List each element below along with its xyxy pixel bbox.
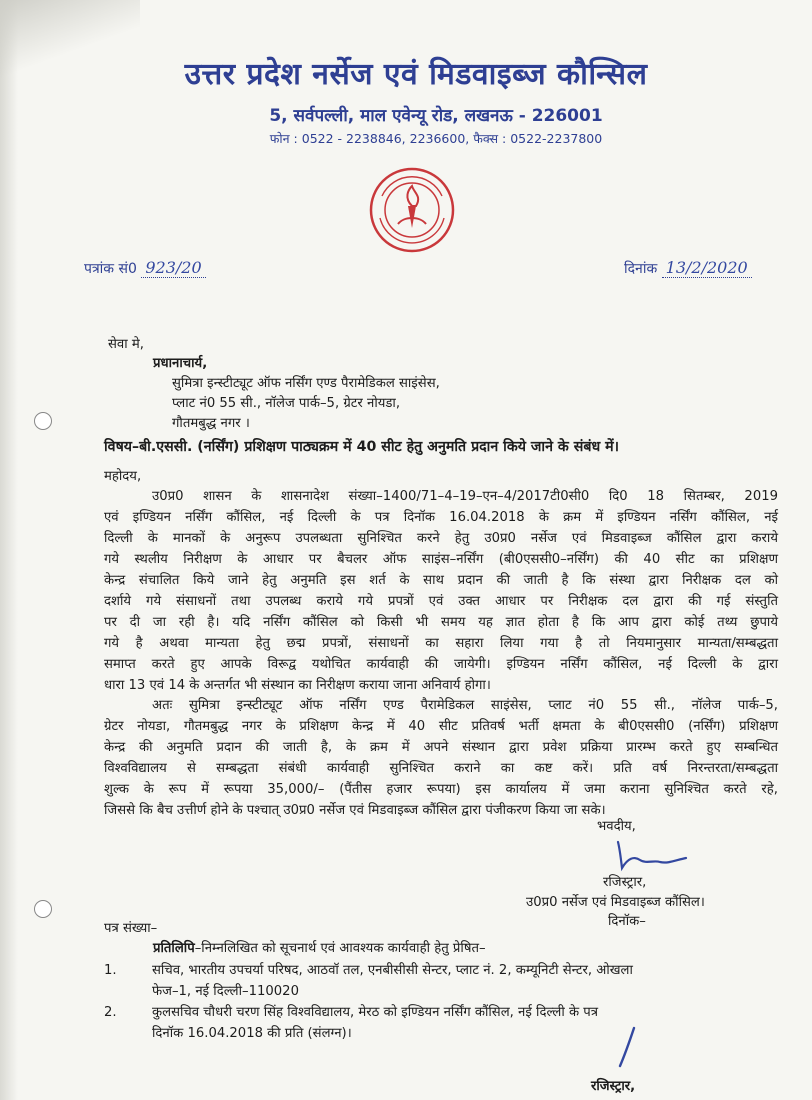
copy-item-1 [104,960,784,1002]
addressee-line3: गौतमबुद्ध नगर । [172,416,250,431]
punch-hole-top [34,412,52,430]
copy-item-line2: फेज–1, नई दिल्ली–110020 [152,984,299,999]
paragraph-line: ग्रेटर नोयडा, गौतमबुद्ध नगर के प्रशिक्षण केन्द्र में 40 सीट प्रतिवर्ष भर्ती क्षमता के बी0एससी0 (नर्सिंग) प्रशिक्षण [104,719,778,734]
paragraph-line: जिससे कि बैच उत्तीर्ण होने के पश्चात् उ0प्र0 नर्सेज एवं मिडवाइब्ज कौंसिल द्वारा पंजीकरण किया जा सके। [104,803,606,818]
paragraph-line: पर दी जा रही है। यदि नर्सिंग कौंसिल को किसी भी समय यह ज्ञात होता है कि आप द्वारा कोई तथ्य छुपाये [104,615,778,630]
copy-item-number: 1. [104,963,117,978]
signature-mark [612,838,692,872]
paragraph-line: एवं इण्डियन नर्सिंग कौंसिल, नई दिल्ली के पत्र दिनॉक 16.04.2018 के क्रम में इण्डियन नर्सिंग कौंसिल, नई [104,510,778,525]
paragraph-2 [104,695,778,821]
paragraph-line: धारा 13 एवं 14 के अन्तर्गत भी संस्थान का निरीक्षण कराया जाना अनिवार्य होगा। [104,678,491,693]
punch-hole-bottom [34,900,52,918]
paragraph-line: समाप्त करते हुए आपके विरूद्व यथोचित कार्यवाही की जायेगी। इण्डियन नर्सिंग कौंसिल, नई दिल्ली के द्वारा [104,657,778,672]
council-name: उत्तर प्रदेश नर्सेज एवं मिडवाइब्ज कौन्सिल [184,57,648,92]
letter-date-value: 13/2/2020 [662,258,752,278]
footer-signature-mark [612,1024,642,1070]
addressee-line1: सुमित्रा इन्स्टीट्यूट ऑफ नर्सिंग एण्ड पैरामेडिकल साइंसेस, [172,376,440,391]
addressee-line2: प्लाट नं0 55 सी., नॉलेज पार्क–5, ग्रेटर नोयडा, [172,396,401,411]
copy-item-number: 2. [104,1005,117,1020]
closing-yours: भवदीय, [597,819,636,834]
paragraph-line: केन्द्र संचालित किये जाने हेतु अनुमति इस शर्त के साथ प्रदान की जाती है कि संस्था द्वारा निरीक्षक दल को [104,573,778,588]
paragraph-line: दिल्ली के मानकों के अनुरूप उपलब्धता सुनिश्चित करने हेतु उ0प्र0 नर्सेज एवं मिडवाइब्ज कौंसिल द्वारा कराये [104,531,778,546]
paragraph-line: गये स्थलीय निरीक्षण के आधार पर बैचलर ऑफ साइंस–नर्सिंग (बी0एससी0–नर्सिंग) की 40 सीट का प्रशिक्षण [104,552,778,567]
paragraph-line: उ0प्र0 शासन के शासनादेश संख्या–1400/71–4–19–एन–4/2017टी0सी0 दि0 18 सितम्बर, 2019 [152,489,778,504]
paragraph-line: अतः सुमित्रा इन्स्टीट्यूट ऑफ नर्सिंग एण्ड पैरामेडिकल साइंसेस, प्लाट नं0 55 सी., नॉलेज पार्क–5, [152,698,778,713]
copy-item-line1: कुलसचिव चौधरी चरण सिंह विश्वविद्यालय, मेरठ को इण्डियन नर्सिंग कौंसिल, नई दिल्ली के पत्र [152,1005,599,1020]
copy-label: प्रतिलिपि [153,941,195,956]
footer-designation: रजिस्ट्रार, [591,1079,636,1094]
paragraph-line: दर्शाये गये संसाधनों तथा उपलब्ध कराये गये प्रपत्रों एवं उक्त आधार पर निरीक्षक दल द्वारा की गई संस्तुति [104,594,778,609]
greeting: महोदय, [104,469,142,484]
letter-date-label: दिनांक [624,261,658,277]
letter-number [84,258,206,278]
copy-item-line1: सचिव, भारतीय उपचर्या परिषद, आठवॉ तल, एनबीसीसी सेन्टर, प्लाट नं. 2, कम्यूनिटी सेन्टर, ओखला [152,963,633,978]
paragraph-line: विश्वविद्यालय से सम्बद्धता संबंधी कार्यवाही सुनिश्चित कराने का कष्ट करें। प्रति वर्ष निरन्तरता/सम्बद्धता [104,761,778,776]
closing-designation: रजिस्ट्रार, [603,875,647,890]
letter-number-label: पत्रांक सं0 [84,261,137,277]
council-address: 5, सर्वपल्ली, माल एवेन्यू रोड, लखनऊ - 226001 [269,106,603,126]
page-edge-shadow [0,0,18,1100]
copy-item-2 [104,1002,784,1044]
council-phone: फोन : 0522 - 2238846, 2236600, फैक्स : 0522-2237800 [269,131,603,146]
closing-office: उ0प्र0 नर्सेज एवं मिडवाइब्ज कौंसिल। [526,895,705,910]
letter-date [624,258,752,278]
copy-text: –निम्नलिखित को सूचनार्थ एवं आवश्यक कार्यवाही हेतु प्रेषित– [194,941,486,956]
copy-to [153,938,486,959]
copy-item-line2: दिनॉक 16.04.2018 की प्रति (संलग्न)। [152,1026,352,1041]
closing-date-label: दिनॉक– [608,914,646,929]
council-seal-logo [368,166,456,254]
footer-letter-number: पत्र संख्या– [104,921,158,936]
salutation-to: सेवा मे, [108,337,144,352]
paragraph-line: गये है अथवा मान्यता हेतु छद्म प्रपत्रों, संसाधनों का सहारा लिया गया है तो नियमानुसार मान्यता/सम्बद्धता [104,636,778,651]
letter-subject: विषय–बी.एससी. (नर्सिंग) प्रशिक्षण पाठ्यक्रम में 40 सीट हेतु अनुमति प्रदान किये जाने के संबंध में। [104,439,619,455]
letter-number-value: 923/20 [141,258,205,278]
paragraph-line: केन्द्र की अनुमति प्रदान की जाती है, के क्रम में अपने संस्थान द्वारा प्रवेश प्रक्रिया प्रारम्भ करते हुए सम्बन्धित [104,740,778,755]
paragraph-line: शुल्क के रूप में रूपया 35,000/– (पैंतीस हजार रूपया) इस कार्यालय में जमा कराना सुनिश्चित करते रहे, [104,782,778,797]
paragraph-1 [104,486,778,696]
addressee-title: प्रधानाचार्य, [153,356,208,371]
